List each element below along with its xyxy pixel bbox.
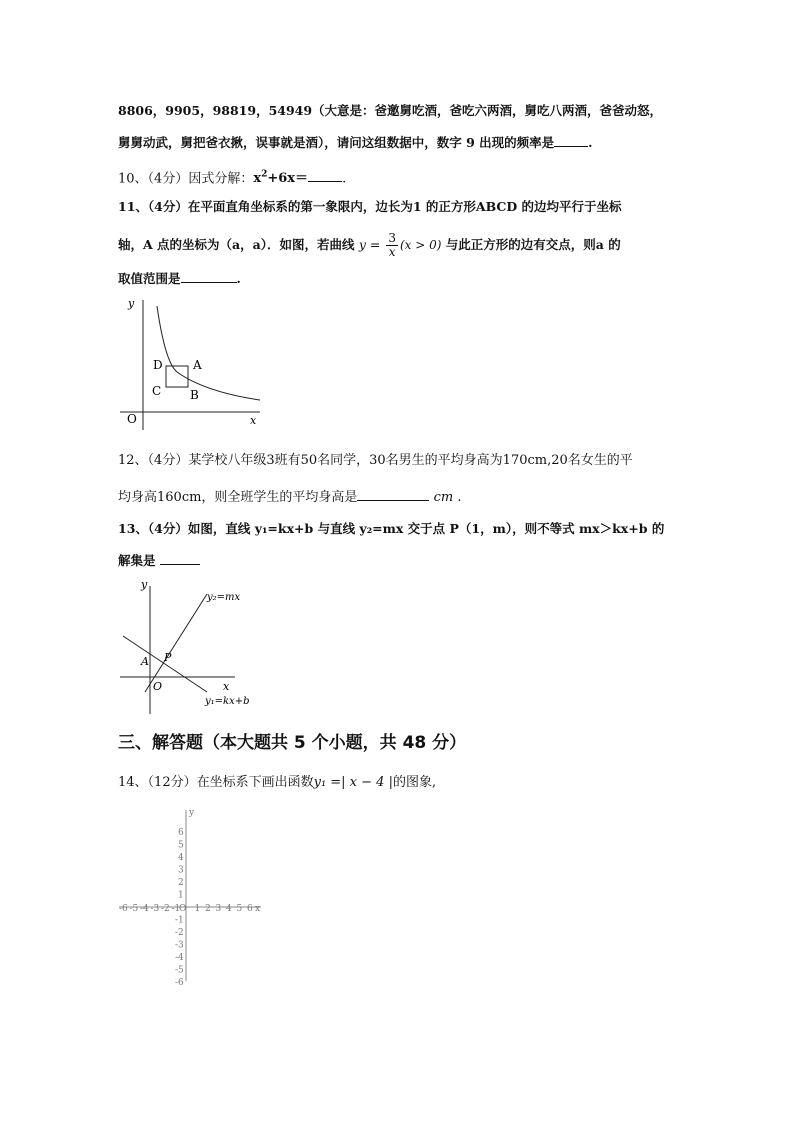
q11-origin-label: O: [127, 412, 137, 426]
q13-axis-y-label: y: [141, 578, 148, 591]
q14-x-tick-label: 3: [215, 904, 222, 914]
q13-line2-text: 解集是: [118, 553, 156, 568]
q13-line-y1: [123, 636, 207, 692]
q10-expr-a: x: [253, 171, 262, 187]
q14-y-tick-label: 5: [178, 840, 184, 851]
q14-y-tick-label: 2: [178, 878, 184, 888]
q14-x-tick-label: -5: [129, 904, 139, 914]
q13-line2: [118, 552, 200, 570]
q14-prefix: 14、（12分）在坐标系下画出函数: [118, 775, 314, 790]
q11-line2-b: 与此正方形的边有交点，则a 的: [445, 237, 621, 252]
q11-hyperbola-curve: [157, 306, 260, 400]
q11-frac-den: x: [388, 245, 396, 259]
q14-y-tick-label: -4: [175, 953, 184, 963]
q13-label-y2: y₂=mx: [207, 592, 241, 603]
q14-x-tick-label: -6: [119, 904, 128, 914]
q11-label-D: D: [153, 358, 163, 372]
q13-answer-blank[interactable]: [160, 552, 200, 565]
q14-axis-x-label: x: [255, 904, 261, 914]
q14-y-tick-label: 3: [178, 865, 184, 876]
q11-label-C: C: [152, 384, 162, 398]
q13-label-y1: y₁=kx+b: [205, 696, 250, 707]
q13-axis-x-label: x: [223, 680, 230, 693]
q14-x-tick-label: 4: [226, 904, 232, 914]
q14-x-tick-label: -4: [140, 904, 149, 914]
q9-answer-blank[interactable]: [554, 134, 588, 147]
q11-line3: [118, 270, 241, 288]
q14-tick-labels: [119, 808, 260, 985]
q14-origin-label: O: [179, 904, 187, 914]
q14-y-tick-label: 6: [178, 828, 184, 838]
q9-line2: [118, 134, 593, 152]
q11-y: y: [358, 237, 366, 252]
q13-origin-label: O: [153, 680, 163, 693]
q14-x-tick-label: 1: [194, 904, 201, 914]
q14-x-tick-label: -3: [150, 904, 160, 914]
q14-y-tick-label: -3: [175, 940, 184, 951]
q11-axis-x-label: x: [250, 414, 257, 427]
q11-frac-num: 3: [388, 231, 396, 245]
q14-y-tick-label: -2: [175, 928, 184, 938]
q14-y-tick-label: -1: [175, 915, 184, 926]
q14-y-tick-label: 1: [178, 890, 184, 901]
q10-period: .: [342, 171, 347, 187]
q11-eq: =: [365, 237, 385, 252]
q11-period: .: [236, 271, 241, 286]
q11-line1: 11、（4分）在平面直角坐标系的第一象限内，边长为1 的正方形ABCD 的边均平行于坐标: [118, 199, 622, 214]
q11-answer-blank[interactable]: [181, 270, 237, 283]
q12-period: .: [457, 490, 462, 505]
q10-line: [118, 166, 346, 188]
q11-axis-y-label: y: [128, 297, 135, 310]
q14-line: [118, 774, 436, 792]
q10-prefix: 10、（4分）因式分解：: [118, 171, 254, 187]
q9-line1: 8806，9905，98819，54949（大意是：爸邀舅吃酒，爸吃六两酒，舅吃八两酒，爸爸动怒，: [118, 103, 663, 118]
q9-line2-text: 舅舅动武，舅把爸衣揪，误事就是酒），请问这组数据中，数字 9 出现的频率是: [118, 135, 555, 150]
q14-x-tick-label: -2: [161, 904, 170, 914]
section-title: 三、解答题（本大题共 5 个小题，共 48 分）: [118, 733, 467, 753]
q14-x-tick-label: 2: [205, 904, 211, 914]
q14-y-tick-label: -6: [175, 978, 184, 985]
q14-suffix: 的图象,: [392, 775, 437, 790]
q14-x-tick-label: 6: [247, 904, 253, 914]
q12-line2: [118, 488, 461, 507]
q11-line2: [118, 228, 621, 262]
q14-function: y₁ =| x − 4 |: [313, 775, 393, 790]
q11-line3-text: 取值范围是: [118, 271, 181, 286]
q14-y-tick-label: 4: [178, 853, 184, 863]
q14-y-tick-label: -5: [175, 965, 184, 976]
q13-figure: [115, 574, 265, 719]
q11-line2-a: 轴，A 点的坐标为（a，a）．如图，若曲线: [118, 237, 355, 252]
q11-fraction: [386, 232, 398, 259]
q14-x-tick-label: -1: [171, 904, 181, 914]
q12-line1: 12、（4分）某学校八年级3班有50名同学，30名男生的平均身高为170cm,20名女生的平: [118, 453, 633, 468]
q12-unit: cm: [433, 490, 454, 505]
q12-answer-blank[interactable]: [357, 488, 429, 501]
q10-expr-b: +6x＝: [267, 171, 309, 187]
q12-line2-text: 均身高160cm，则全班学生的平均身高是: [118, 490, 358, 505]
q14-axis-y-label: y: [189, 808, 195, 818]
q10-expr-sup: 2: [261, 170, 268, 180]
q14-x-tick-label: 5: [236, 904, 243, 914]
q11-label-A: A: [193, 358, 202, 372]
q13-label-A: A: [141, 655, 149, 668]
q10-expr: [253, 171, 308, 186]
q11-condition: (x > 0): [399, 238, 442, 252]
q13-label-P: P: [164, 651, 172, 664]
q9-period: .: [588, 135, 593, 150]
q10-answer-blank[interactable]: [308, 169, 342, 182]
q11-label-B: B: [190, 388, 199, 402]
q13-line1: 13、（4分）如图，直线 y₁=kx+b 与直线 y₂=mx 交于点 P（1，m），则不等式 mx＞kx+b 的: [118, 521, 665, 536]
q14-coordinate-system: [115, 805, 265, 985]
q11-figure: [115, 292, 265, 432]
